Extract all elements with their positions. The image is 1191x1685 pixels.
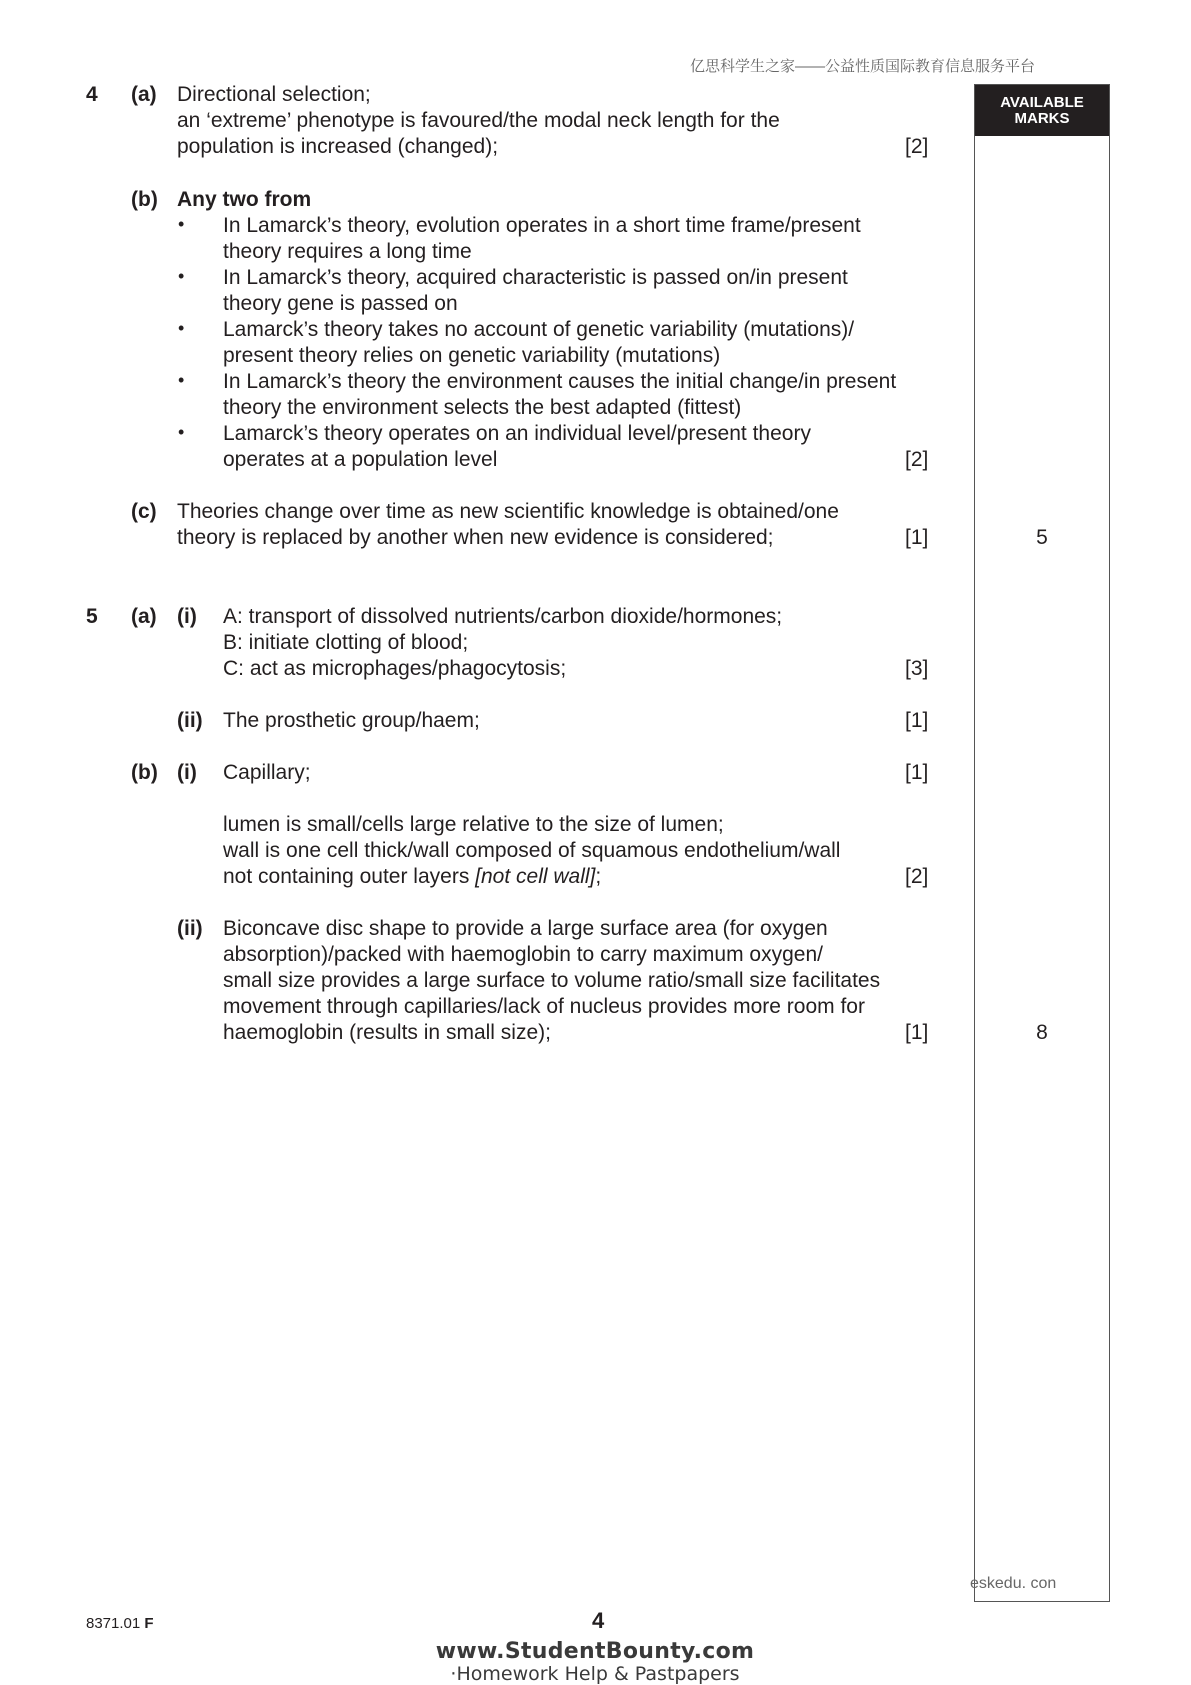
q5bii-line: small size provides a large surface to volume ratio/small size facilitates bbox=[223, 969, 881, 992]
q5bii-line: movement through capillaries/lack of nucleus provides more room for bbox=[223, 995, 865, 1018]
studentbounty-tagline: ·Homework Help & Pastpapers bbox=[450, 1663, 740, 1685]
q4a-line: an ‘extreme’ phenotype is favoured/the modal neck length for the bbox=[177, 109, 780, 132]
q5ai-line: B: initiate clotting of blood; bbox=[223, 631, 469, 654]
q5b-label: (b) bbox=[131, 761, 158, 784]
bullet-icon: • bbox=[178, 214, 185, 234]
q4a-mark: [2] bbox=[905, 135, 929, 158]
studentbounty-logo bbox=[430, 1640, 760, 1684]
q5aii-line: The prosthetic group/haem; bbox=[223, 709, 480, 732]
q5bi-mark: [1] bbox=[905, 761, 929, 784]
paper-code bbox=[86, 1615, 154, 1632]
q5bii-label: (ii) bbox=[177, 917, 203, 940]
q5ai-line: A: transport of dissolved nutrients/carbon dioxide/hormones; bbox=[223, 605, 783, 628]
q4-number: 4 bbox=[86, 83, 98, 106]
q4b-bullet-line: In Lamarck’s theory, acquired characteristic is passed on/in present bbox=[223, 266, 848, 289]
marks-header-line2: MARKS bbox=[1014, 110, 1070, 127]
q4b-bullet-line: theory the environment selects the best adapted (fittest) bbox=[223, 396, 742, 419]
q4c-label: (c) bbox=[131, 500, 157, 523]
q5bii-mark: [1] bbox=[905, 1021, 929, 1044]
q5bi-mark2: [2] bbox=[905, 865, 929, 888]
q5bi-line4-text: not containing outer layers bbox=[223, 865, 476, 888]
q4a-line: population is increased (changed); bbox=[177, 135, 499, 158]
eskedu-watermark: eskedu. con bbox=[970, 1575, 1057, 1592]
q5bi-line: wall is one cell thick/wall composed of squamous endothelium/wall bbox=[223, 839, 841, 862]
header-watermark: 亿思科学生之家——公益性质国际教育信息服务平台 bbox=[690, 58, 1036, 75]
q5ai-label: (i) bbox=[177, 605, 197, 628]
q4b-label: (b) bbox=[131, 188, 158, 211]
q4b-bullet-line: In Lamarck’s theory, evolution operates in a short time frame/present bbox=[223, 214, 861, 237]
q5bii-line: absorption)/packed with haemoglobin to carry maximum oxygen/ bbox=[223, 943, 823, 966]
q4a-label: (a) bbox=[131, 83, 157, 106]
q5ai-mark: [3] bbox=[905, 657, 929, 680]
bullet-icon: • bbox=[178, 318, 185, 338]
q4b-bullet-line: In Lamarck’s theory the environment causes the initial change/in present bbox=[223, 370, 897, 393]
q5-total-marks: 8 bbox=[1036, 1021, 1048, 1044]
paper-code-suffix: F bbox=[144, 1615, 154, 1632]
bullet-icon: • bbox=[178, 266, 185, 286]
available-marks-column bbox=[974, 84, 1110, 1602]
available-marks-header bbox=[975, 85, 1109, 136]
q4b-bullet-line: Lamarck’s theory takes no account of genetic variability (mutations)/ bbox=[223, 318, 855, 341]
q4c-line: theory is replaced by another when new evidence is considered; bbox=[177, 526, 774, 549]
q4b-bullet-line: theory gene is passed on bbox=[223, 292, 458, 315]
bullet-icon: • bbox=[178, 370, 185, 390]
q4b-heading: Any two from bbox=[177, 188, 312, 211]
q5bii-line: Biconcave disc shape to provide a large surface area (for oxygen bbox=[223, 917, 828, 940]
q4c-line: Theories change over time as new scientific knowledge is obtained/one bbox=[177, 500, 839, 523]
q5-number: 5 bbox=[86, 605, 98, 628]
q5bi-line bbox=[223, 864, 601, 890]
studentbounty-url: www.StudentBounty.com bbox=[435, 1639, 755, 1664]
q4b-mark: [2] bbox=[905, 448, 929, 471]
q5bi-line: Capillary; bbox=[223, 761, 311, 784]
q5aii-mark: [1] bbox=[905, 709, 929, 732]
q4b-bullet-line: theory requires a long time bbox=[223, 240, 472, 263]
q5bi-line4-end: ; bbox=[595, 865, 602, 888]
q5bi-line4-italic: [not cell wall] bbox=[475, 865, 596, 888]
q5bii-line: haemoglobin (results in small size); bbox=[223, 1021, 551, 1044]
q5bi-label: (i) bbox=[177, 761, 197, 784]
q5aii-label: (ii) bbox=[177, 709, 203, 732]
page-number: 4 bbox=[592, 1608, 605, 1633]
q4c-mark: [1] bbox=[905, 526, 929, 549]
q5a-label: (a) bbox=[131, 605, 157, 628]
q5ai-line: C: act as microphages/phagocytosis; bbox=[223, 657, 567, 680]
q4b-bullet-line: operates at a population level bbox=[223, 448, 498, 471]
q4-total-marks: 5 bbox=[1036, 526, 1048, 549]
marks-header-line1: AVAILABLE bbox=[1000, 94, 1084, 111]
q4a-line: Directional selection; bbox=[177, 83, 371, 106]
bullet-icon: • bbox=[178, 422, 185, 442]
paper-code-number: 8371.01 bbox=[86, 1615, 141, 1632]
q4b-bullet-line: present theory relies on genetic variability (mutations) bbox=[223, 344, 721, 367]
q4b-bullet-line: Lamarck’s theory operates on an individual level/present theory bbox=[223, 422, 811, 445]
q5bi-line: lumen is small/cells large relative to the size of lumen; bbox=[223, 813, 724, 836]
